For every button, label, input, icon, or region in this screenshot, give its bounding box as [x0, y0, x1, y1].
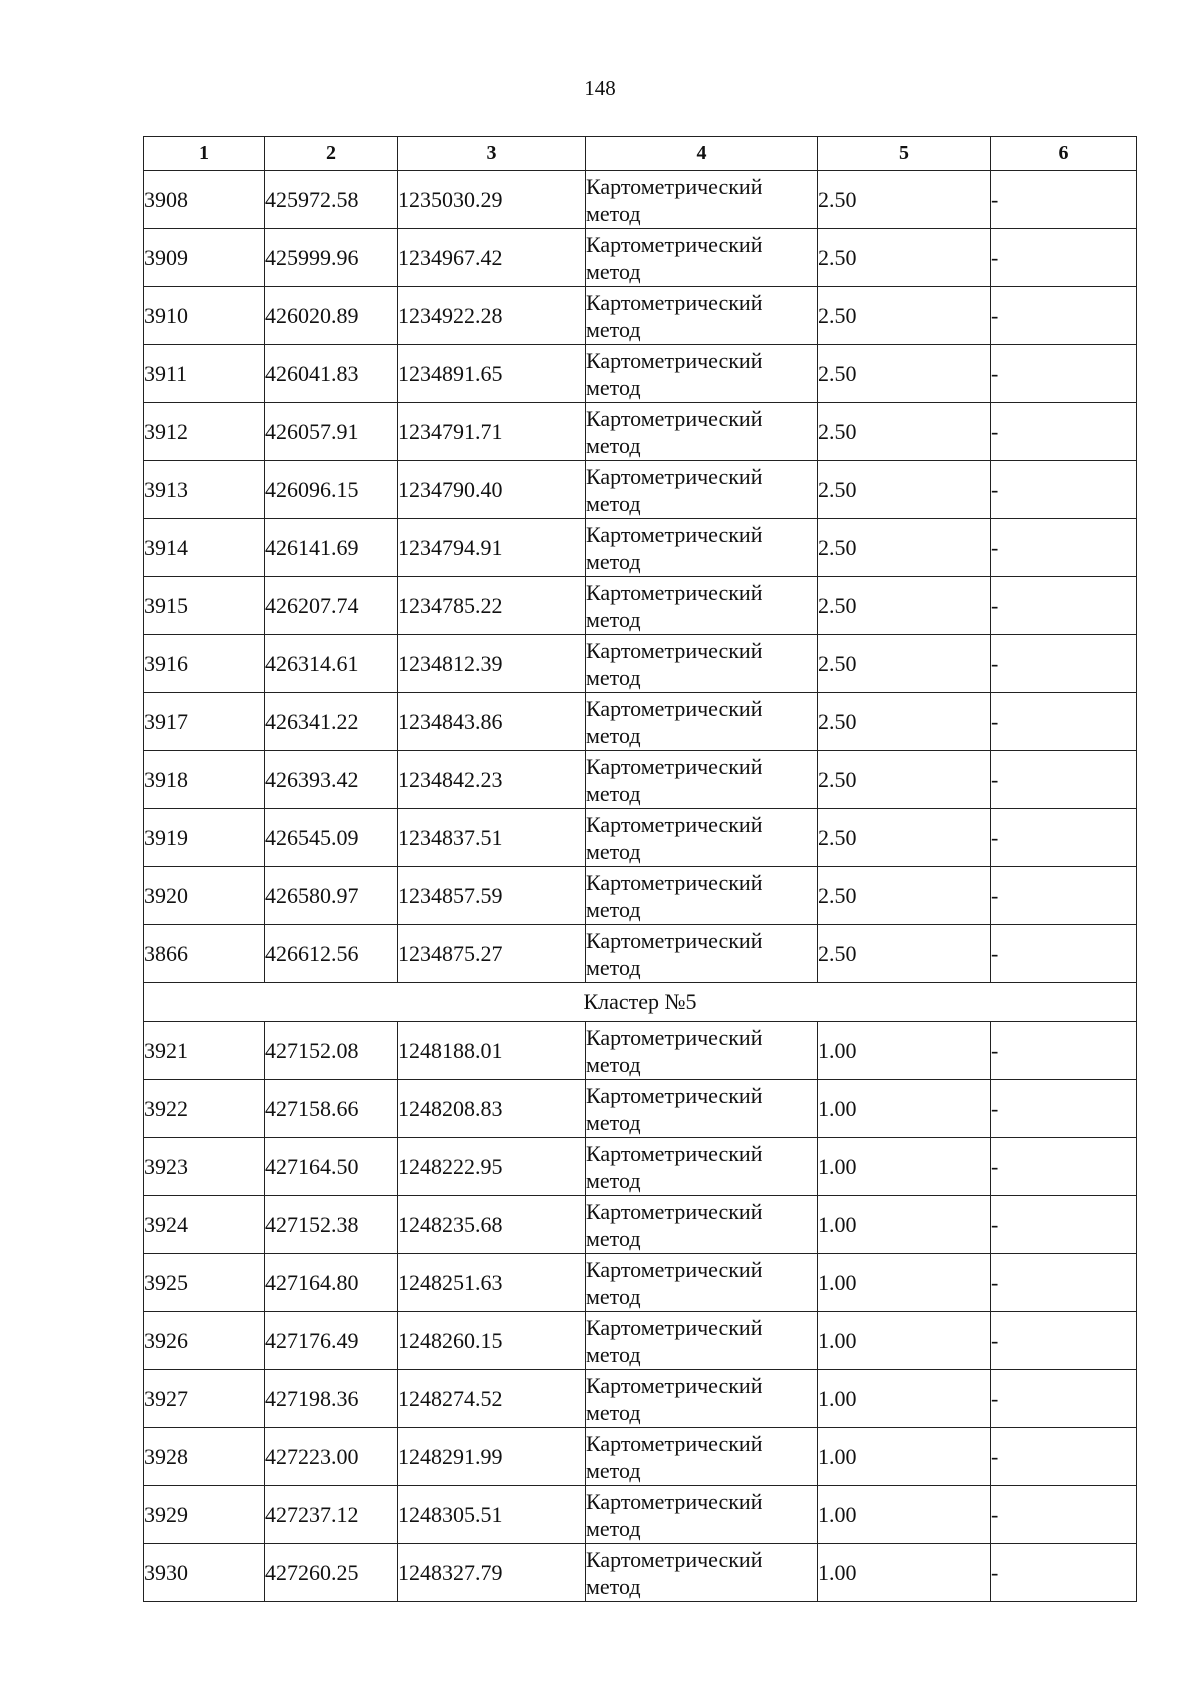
note-cell: - — [991, 1544, 1137, 1602]
y-coordinate-cell: 1248208.83 — [398, 1080, 586, 1138]
accuracy-cell: 1.00 — [818, 1254, 991, 1312]
method-cell: Картометрический метод — [586, 693, 818, 751]
accuracy-cell: 1.00 — [818, 1196, 991, 1254]
table-row — [144, 287, 1137, 345]
y-coordinate-cell: 1248260.15 — [398, 1312, 586, 1370]
accuracy-cell: 2.50 — [818, 751, 991, 809]
y-coordinate-cell: 1234812.39 — [398, 635, 586, 693]
accuracy-cell: 1.00 — [818, 1544, 991, 1602]
accuracy-cell: 2.50 — [818, 287, 991, 345]
method-cell: Картометрический метод — [586, 1544, 818, 1602]
method-cell: Картометрический метод — [586, 635, 818, 693]
table-row — [144, 635, 1137, 693]
table-row — [144, 925, 1137, 983]
accuracy-cell: 1.00 — [818, 1138, 991, 1196]
section-a-body — [144, 171, 1137, 983]
x-coordinate-cell: 427164.50 — [265, 1138, 398, 1196]
x-coordinate-cell: 427223.00 — [265, 1428, 398, 1486]
note-cell: - — [991, 635, 1137, 693]
column-header: 1 — [144, 137, 265, 171]
table-row — [144, 867, 1137, 925]
accuracy-cell: 1.00 — [818, 1486, 991, 1544]
method-cell: Картометрический метод — [586, 1312, 818, 1370]
y-coordinate-cell: 1234794.91 — [398, 519, 586, 577]
table-row — [144, 577, 1137, 635]
cluster-title: Кластер №5 — [144, 983, 1137, 1022]
accuracy-cell: 1.00 — [818, 1080, 991, 1138]
note-cell: - — [991, 1196, 1137, 1254]
x-coordinate-cell: 426207.74 — [265, 577, 398, 635]
accuracy-cell: 2.50 — [818, 403, 991, 461]
method-cell: Картометрический метод — [586, 577, 818, 635]
x-coordinate-cell: 426020.89 — [265, 287, 398, 345]
table-row — [144, 693, 1137, 751]
x-coordinate-cell: 426580.97 — [265, 867, 398, 925]
x-coordinate-cell: 426141.69 — [265, 519, 398, 577]
method-cell: Картометрический метод — [586, 1370, 818, 1428]
y-coordinate-cell: 1235030.29 — [398, 171, 586, 229]
note-cell: - — [991, 1312, 1137, 1370]
cluster-title-row — [144, 983, 1137, 1022]
note-cell: - — [991, 345, 1137, 403]
point-number-cell: 3911 — [144, 345, 265, 403]
note-cell: - — [991, 751, 1137, 809]
method-cell: Картометрический метод — [586, 1196, 818, 1254]
y-coordinate-cell: 1234843.86 — [398, 693, 586, 751]
y-coordinate-cell: 1234922.28 — [398, 287, 586, 345]
y-coordinate-cell: 1234785.22 — [398, 577, 586, 635]
point-number-cell: 3915 — [144, 577, 265, 635]
x-coordinate-cell: 427237.12 — [265, 1486, 398, 1544]
x-coordinate-cell: 426393.42 — [265, 751, 398, 809]
table-row — [144, 1544, 1137, 1602]
point-number-cell: 3910 — [144, 287, 265, 345]
point-number-cell: 3924 — [144, 1196, 265, 1254]
x-coordinate-cell: 426341.22 — [265, 693, 398, 751]
point-number-cell: 3913 — [144, 461, 265, 519]
x-coordinate-cell: 426612.56 — [265, 925, 398, 983]
table-row — [144, 229, 1137, 287]
point-number-cell: 3919 — [144, 809, 265, 867]
point-number-cell: 3921 — [144, 1022, 265, 1080]
table-row — [144, 1254, 1137, 1312]
point-number-cell: 3866 — [144, 925, 265, 983]
note-cell: - — [991, 1254, 1137, 1312]
x-coordinate-cell: 425972.58 — [265, 171, 398, 229]
accuracy-cell: 2.50 — [818, 693, 991, 751]
table-row — [144, 1138, 1137, 1196]
accuracy-cell: 1.00 — [818, 1022, 991, 1080]
accuracy-cell: 2.50 — [818, 925, 991, 983]
x-coordinate-cell: 427176.49 — [265, 1312, 398, 1370]
point-number-cell: 3922 — [144, 1080, 265, 1138]
column-header: 2 — [265, 137, 398, 171]
table-row — [144, 461, 1137, 519]
x-coordinate-cell: 426057.91 — [265, 403, 398, 461]
y-coordinate-cell: 1234842.23 — [398, 751, 586, 809]
note-cell: - — [991, 809, 1137, 867]
table-row — [144, 1428, 1137, 1486]
table-row — [144, 751, 1137, 809]
coordinates-table — [143, 136, 1137, 1602]
method-cell: Картометрический метод — [586, 1486, 818, 1544]
point-number-cell: 3926 — [144, 1312, 265, 1370]
x-coordinate-cell: 427158.66 — [265, 1080, 398, 1138]
column-header: 6 — [991, 137, 1137, 171]
point-number-cell: 3920 — [144, 867, 265, 925]
x-coordinate-cell: 425999.96 — [265, 229, 398, 287]
y-coordinate-cell: 1248222.95 — [398, 1138, 586, 1196]
method-cell: Картометрический метод — [586, 1080, 818, 1138]
accuracy-cell: 1.00 — [818, 1428, 991, 1486]
point-number-cell: 3912 — [144, 403, 265, 461]
point-number-cell: 3909 — [144, 229, 265, 287]
table-row — [144, 1196, 1137, 1254]
cluster-section — [144, 983, 1137, 1022]
note-cell: - — [991, 461, 1137, 519]
accuracy-cell: 1.00 — [818, 1312, 991, 1370]
x-coordinate-cell: 427164.80 — [265, 1254, 398, 1312]
y-coordinate-cell: 1248291.99 — [398, 1428, 586, 1486]
x-coordinate-cell: 427152.08 — [265, 1022, 398, 1080]
x-coordinate-cell: 427260.25 — [265, 1544, 398, 1602]
point-number-cell: 3908 — [144, 171, 265, 229]
point-number-cell: 3917 — [144, 693, 265, 751]
note-cell: - — [991, 925, 1137, 983]
method-cell: Картометрический метод — [586, 809, 818, 867]
table-row — [144, 171, 1137, 229]
method-cell: Картометрический метод — [586, 229, 818, 287]
method-cell: Картометрический метод — [586, 171, 818, 229]
table-row — [144, 519, 1137, 577]
note-cell: - — [991, 577, 1137, 635]
accuracy-cell: 2.50 — [818, 635, 991, 693]
note-cell: - — [991, 1080, 1137, 1138]
note-cell: - — [991, 1370, 1137, 1428]
point-number-cell: 3916 — [144, 635, 265, 693]
accuracy-cell: 2.50 — [818, 577, 991, 635]
table-row — [144, 403, 1137, 461]
table-row — [144, 1370, 1137, 1428]
y-coordinate-cell: 1234791.71 — [398, 403, 586, 461]
accuracy-cell: 2.50 — [818, 229, 991, 287]
table-row — [144, 1486, 1137, 1544]
method-cell: Картометрический метод — [586, 1022, 818, 1080]
y-coordinate-cell: 1234837.51 — [398, 809, 586, 867]
table-row — [144, 1312, 1137, 1370]
y-coordinate-cell: 1248188.01 — [398, 1022, 586, 1080]
accuracy-cell: 2.50 — [818, 867, 991, 925]
point-number-cell: 3930 — [144, 1544, 265, 1602]
x-coordinate-cell: 426314.61 — [265, 635, 398, 693]
note-cell: - — [991, 229, 1137, 287]
x-coordinate-cell: 427198.36 — [265, 1370, 398, 1428]
y-coordinate-cell: 1234891.65 — [398, 345, 586, 403]
method-cell: Картометрический метод — [586, 1254, 818, 1312]
table-row — [144, 345, 1137, 403]
y-coordinate-cell: 1234857.59 — [398, 867, 586, 925]
table-row — [144, 1022, 1137, 1080]
method-cell: Картометрический метод — [586, 287, 818, 345]
y-coordinate-cell: 1248251.63 — [398, 1254, 586, 1312]
note-cell: - — [991, 287, 1137, 345]
note-cell: - — [991, 1486, 1137, 1544]
table-row — [144, 809, 1137, 867]
table-row — [144, 1080, 1137, 1138]
accuracy-cell: 2.50 — [818, 809, 991, 867]
point-number-cell: 3914 — [144, 519, 265, 577]
column-header: 3 — [398, 137, 586, 171]
method-cell: Картометрический метод — [586, 519, 818, 577]
note-cell: - — [991, 1022, 1137, 1080]
x-coordinate-cell: 427152.38 — [265, 1196, 398, 1254]
column-header: 4 — [586, 137, 818, 171]
point-number-cell: 3918 — [144, 751, 265, 809]
accuracy-cell: 2.50 — [818, 345, 991, 403]
note-cell: - — [991, 403, 1137, 461]
method-cell: Картометрический метод — [586, 867, 818, 925]
point-number-cell: 3928 — [144, 1428, 265, 1486]
note-cell: - — [991, 171, 1137, 229]
point-number-cell: 3925 — [144, 1254, 265, 1312]
x-coordinate-cell: 426545.09 — [265, 809, 398, 867]
method-cell: Картометрический метод — [586, 403, 818, 461]
method-cell: Картометрический метод — [586, 751, 818, 809]
header-row — [144, 137, 1137, 171]
y-coordinate-cell: 1234967.42 — [398, 229, 586, 287]
note-cell: - — [991, 1428, 1137, 1486]
note-cell: - — [991, 519, 1137, 577]
accuracy-cell: 2.50 — [818, 171, 991, 229]
note-cell: - — [991, 867, 1137, 925]
x-coordinate-cell: 426041.83 — [265, 345, 398, 403]
y-coordinate-cell: 1248305.51 — [398, 1486, 586, 1544]
method-cell: Картометрический метод — [586, 461, 818, 519]
method-cell: Картометрический метод — [586, 1428, 818, 1486]
column-header: 5 — [818, 137, 991, 171]
page-number: 148 — [584, 76, 616, 100]
note-cell: - — [991, 1138, 1137, 1196]
x-coordinate-cell: 426096.15 — [265, 461, 398, 519]
accuracy-cell: 2.50 — [818, 519, 991, 577]
accuracy-cell: 2.50 — [818, 461, 991, 519]
y-coordinate-cell: 1234875.27 — [398, 925, 586, 983]
y-coordinate-cell: 1248274.52 — [398, 1370, 586, 1428]
y-coordinate-cell: 1248327.79 — [398, 1544, 586, 1602]
point-number-cell: 3923 — [144, 1138, 265, 1196]
method-cell: Картометрический метод — [586, 925, 818, 983]
point-number-cell: 3927 — [144, 1370, 265, 1428]
section-b-body — [144, 1022, 1137, 1602]
y-coordinate-cell: 1234790.40 — [398, 461, 586, 519]
y-coordinate-cell: 1248235.68 — [398, 1196, 586, 1254]
method-cell: Картометрический метод — [586, 345, 818, 403]
accuracy-cell: 1.00 — [818, 1370, 991, 1428]
note-cell: - — [991, 693, 1137, 751]
point-number-cell: 3929 — [144, 1486, 265, 1544]
method-cell: Картометрический метод — [586, 1138, 818, 1196]
